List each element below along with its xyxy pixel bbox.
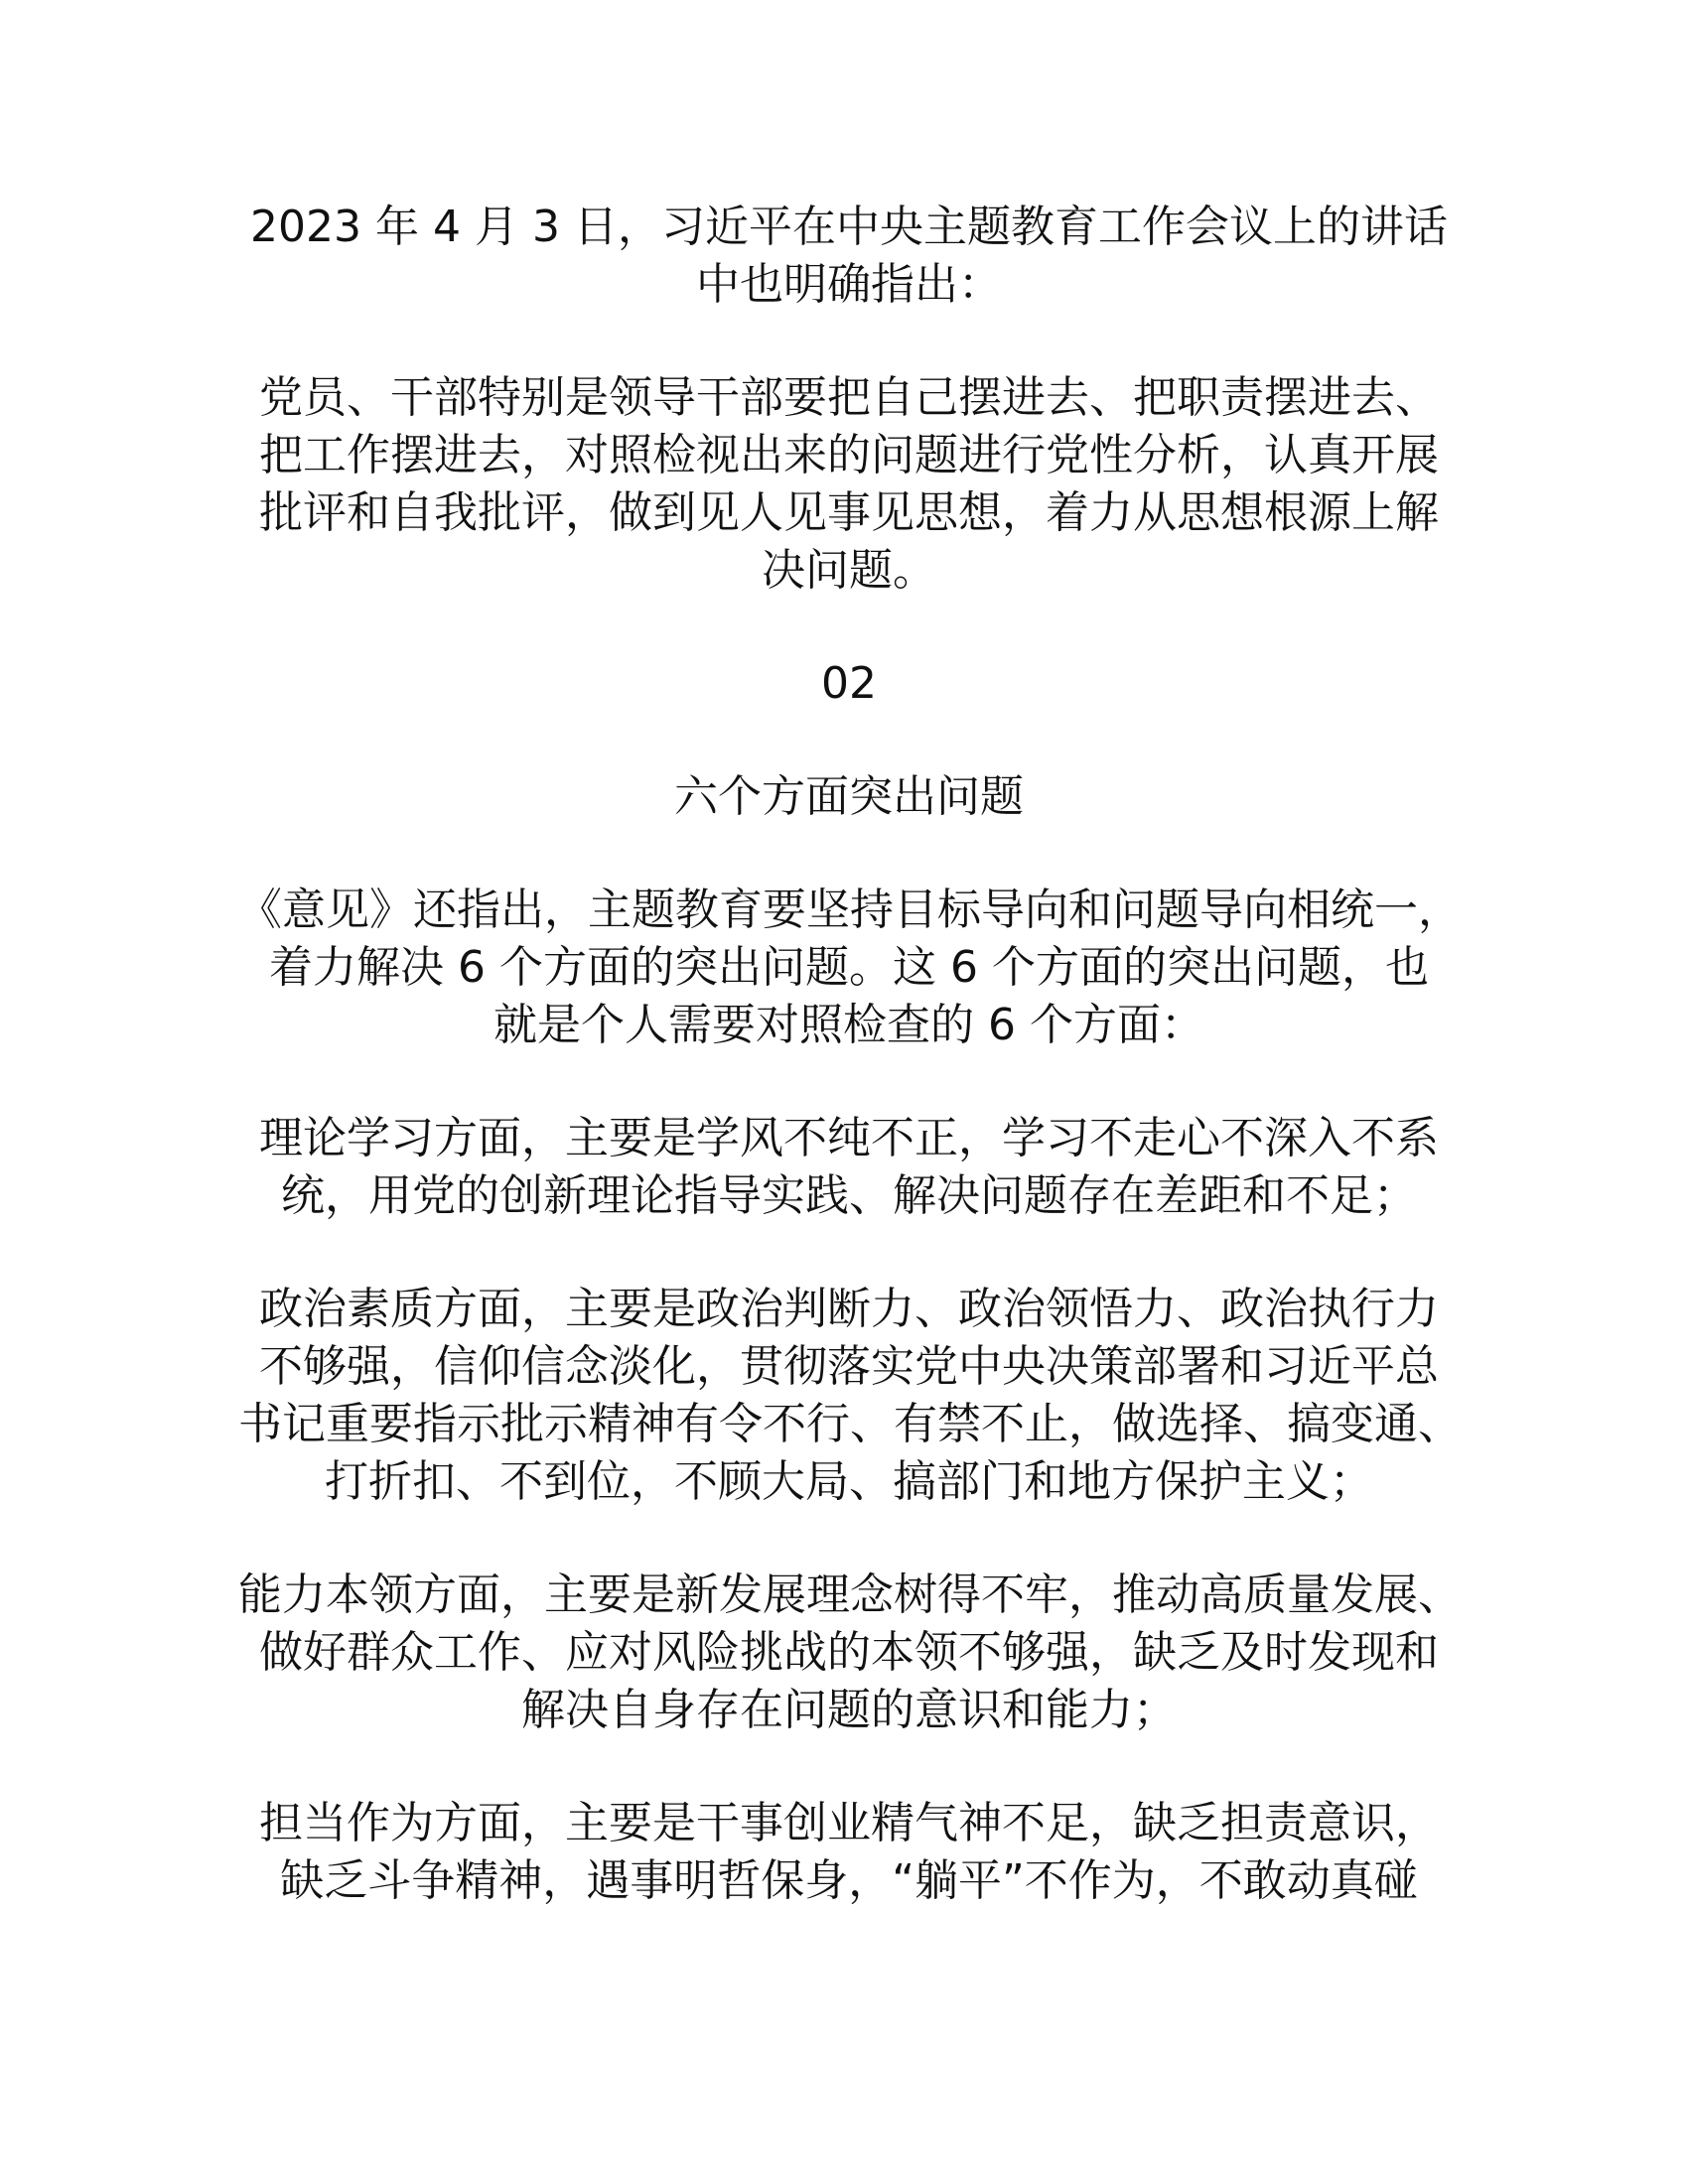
intro-paragraph <box>238 199 1460 314</box>
theory-paragraph <box>238 1110 1460 1225</box>
paragraph-line: 中也明确指出： <box>696 259 1002 310</box>
paragraph-line: 着力解决 6 个方面的突出问题。这 6 个方面的突出问题，也 <box>269 942 1429 993</box>
paragraph-line: 能力本领方面，主要是新发展理念树得不牢，推动高质量发展、 <box>238 1570 1462 1620</box>
paragraph-line: 打折扣、不到位，不顾大局、搞部门和地方保护主义； <box>325 1456 1373 1507</box>
paragraph-line: 政治素质方面，主要是政治判断力、政治领悟力、政治执行力 <box>259 1284 1439 1334</box>
paragraph-line: 把工作摆进去，对照检视出来的问题进行党性分析，认真开展 <box>259 430 1439 480</box>
paragraph-line: 就是个人需要对照检查的 6 个方面： <box>493 1000 1204 1050</box>
paragraph-line: 解决自身存在问题的意识和能力； <box>521 1685 1177 1735</box>
paragraph-line: 党员、干部特别是领导干部要把自己摆进去、把职责摆进去、 <box>259 372 1439 423</box>
paragraph-line: 缺乏斗争精神，遇事明哲保身，“躺平”不作为，不敢动真碰 <box>280 1855 1418 1906</box>
duty-paragraph <box>238 1795 1460 1910</box>
document-page <box>238 199 1460 1966</box>
paragraph-line: 理论学习方面，主要是学风不纯不正，学习不走心不深入不系 <box>259 1113 1439 1163</box>
paragraph-line: 担当作为方面，主要是干事创业精气神不足，缺乏担责意识， <box>259 1798 1439 1848</box>
paragraph-line: 批评和自我批评，做到见人见事见思想，着力从思想根源上解 <box>259 487 1439 538</box>
paragraph-line: 不够强，信仰信念淡化，贯彻落实党中央决策部署和习近平总 <box>259 1341 1439 1392</box>
quote-paragraph <box>238 369 1460 600</box>
paragraph-line: 书记重要指示批示精神有令不行、有禁不止，做选择、搞变通、 <box>238 1399 1462 1449</box>
opinion-paragraph <box>238 882 1460 1054</box>
ability-paragraph <box>238 1567 1460 1739</box>
section-title: 六个方面突出问题 <box>674 771 1024 822</box>
section-number: 02 <box>821 658 877 709</box>
paragraph-line: 统，用党的创新理论指导实践、解决问题存在差距和不足； <box>281 1170 1417 1221</box>
politics-paragraph <box>238 1281 1460 1511</box>
paragraph-line: 决问题。 <box>762 545 936 596</box>
paragraph-line: 2023 年 4 月 3 日，习近平在中央主题教育工作会议上的讲话 <box>250 202 1448 252</box>
paragraph-line: 做好群众工作、应对风险挑战的本领不够强，缺乏及时发现和 <box>259 1627 1439 1678</box>
paragraph-line: 《意见》还指出，主题教育要坚持目标导向和问题导向相统一， <box>238 885 1462 935</box>
